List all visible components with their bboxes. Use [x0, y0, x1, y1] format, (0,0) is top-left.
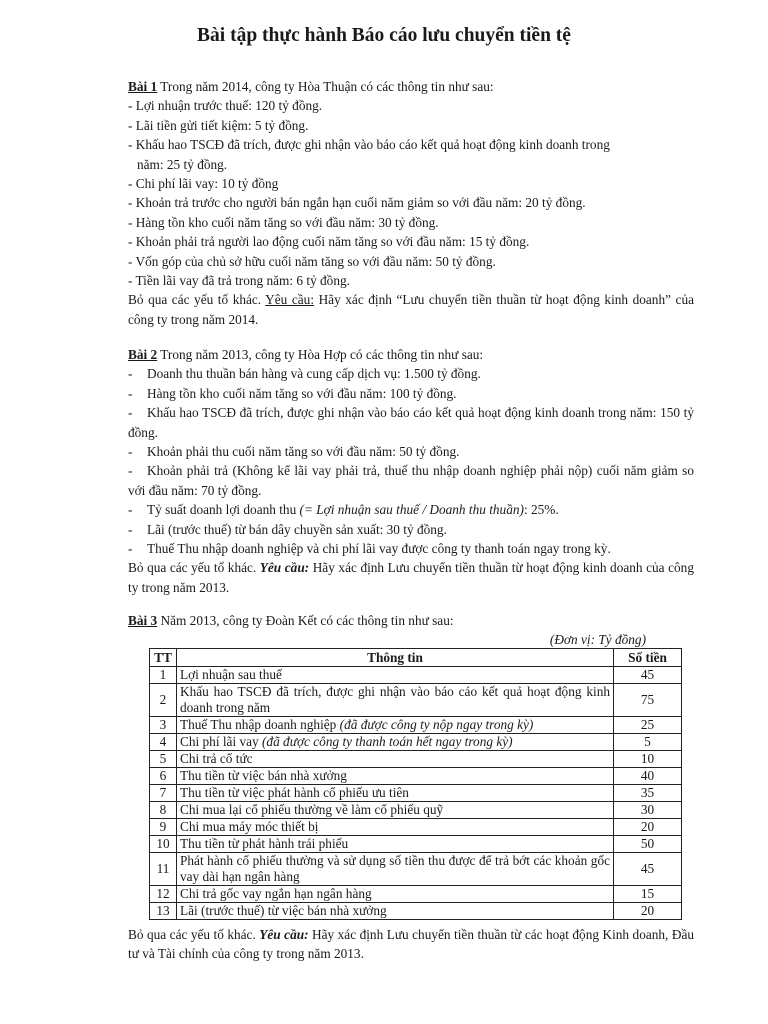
exercise-2-requirement: Bỏ qua các yếu tố khác. Yêu cầu: Hãy xác định Lưu chuyển tiền thuần từ hoạt động kinh doanh của công ty trong năm 2013. [128, 560, 694, 595]
table-row [150, 751, 682, 768]
exercise-2-ratio: - Tỷ suất doanh lợi doanh thu (= Lợi nhuận sau thuế / Doanh thu thuần): 25%. [128, 502, 559, 518]
row-amount: 45 [614, 853, 682, 886]
row-info: Chi mua máy móc thiết bị [177, 819, 614, 836]
row-number: 5 [150, 751, 177, 768]
requirement-label: Yêu cầu: [259, 560, 310, 576]
page-title: Bài tập thực hành Báo cáo lưu chuyển tiền tệ [197, 25, 571, 46]
row-info: Chi trả gốc vay ngắn hạn ngân hàng [177, 886, 614, 903]
row-amount: 5 [614, 734, 682, 751]
exercise-3 [128, 611, 694, 650]
table-row [150, 886, 682, 903]
table-row [150, 903, 682, 920]
row-number: 4 [150, 734, 177, 751]
exercise-2-item: - Doanh thu thuần bán hàng và cung cấp dịch vụ: 1.500 tỷ đồng. [128, 366, 481, 382]
exercise-1 [128, 77, 694, 329]
exercise-1-item: - Khấu hao TSCĐ đã trích, được ghi nhận vào báo cáo kết quả hoạt động kinh doanh trong [128, 137, 610, 153]
exercise-1-item: - Lợi nhuận trước thuế: 120 tỷ đồng. [128, 98, 323, 114]
row-info: Lãi (trước thuế) từ việc bán nhà xưởng [177, 903, 614, 920]
row-amount: 20 [614, 903, 682, 920]
exercise-3-footer [128, 925, 694, 964]
column-header-amount: Số tiền [614, 649, 682, 667]
exercise-2 [128, 345, 694, 597]
row-number: 12 [150, 886, 177, 903]
exercise-2-item: - Khoản phải trả (Không kể lãi vay phải trả, thuế thu nhập doanh nghiệp phải nộp) cuối năm giảm so với đầu năm: 70 tỷ đồng. [128, 463, 694, 498]
exercise-1-item: - Lãi tiền gửi tiết kiệm: 5 tỷ đồng. [128, 117, 309, 133]
row-info: Thu tiền từ phát hành trái phiếu [177, 836, 614, 853]
table-row [150, 717, 682, 734]
row-amount: 75 [614, 684, 682, 717]
row-amount: 30 [614, 802, 682, 819]
exercise-2-item: - Khoản phải thu cuối năm tăng so với đầu năm: 50 tỷ đồng. [128, 444, 460, 460]
exercise-1-item: - Khoản trả trước cho người bán ngắn hạn cuối năm giảm so với đầu năm: 20 tỷ đồng. [128, 195, 586, 211]
row-info: Chi trả cổ tức [177, 751, 614, 768]
row-number: 11 [150, 853, 177, 886]
row-number: 3 [150, 717, 177, 734]
exercise-2-item: - Thuế Thu nhập doanh nghiệp và chi phí lãi vay được công ty thanh toán ngay trong kỳ. [128, 541, 611, 557]
table-row [150, 802, 682, 819]
row-amount: 20 [614, 819, 682, 836]
row-info: Chi mua lại cổ phiếu thường về làm cổ phiếu quỹ [177, 802, 614, 819]
row-number: 7 [150, 785, 177, 802]
row-amount: 35 [614, 785, 682, 802]
row-info: Phát hành cổ phiếu thường và sử dụng số tiền thu được để trả bớt các khoản gốc vay dài hạn ngân hàng [177, 853, 614, 886]
exercise-1-item: năm: 25 tỷ đồng. [137, 156, 228, 172]
row-amount: 10 [614, 751, 682, 768]
table-row [150, 667, 682, 684]
row-amount: 25 [614, 717, 682, 734]
row-number: 1 [150, 667, 177, 684]
row-number: 9 [150, 819, 177, 836]
exercise-2-item: - Hàng tồn kho cuối năm tăng so với đầu năm: 100 tỷ đồng. [128, 385, 457, 401]
row-note: (đã được công ty thanh toán hết ngay trong kỳ) [262, 734, 513, 749]
row-amount: 45 [614, 667, 682, 684]
column-header-info: Thông tin [177, 649, 614, 667]
table-row [150, 684, 682, 717]
exercise-2-label: Bài 2 [128, 347, 158, 362]
exercise-1-requirement: Bỏ qua các yếu tố khác. Yêu cầu: Hãy xác định “Lưu chuyển tiền thuần từ hoạt động kinh doanh” của công ty trong năm 2014. [128, 292, 695, 327]
row-amount: 50 [614, 836, 682, 853]
row-number: 13 [150, 903, 177, 920]
exercise-3-requirement: Bỏ qua các yếu tố khác. Yêu cầu: Hãy xác định Lưu chuyển tiền thuần từ các hoạt động Kinh doanh, Đầu tư và Tài chính của công ty trong năm 2013. [128, 927, 694, 962]
exercise-1-item: - Khoản phải trả người lao động cuối năm tăng so với đầu năm: 15 tỷ đồng. [128, 234, 530, 250]
requirement-label: Yêu cầu: [259, 927, 309, 942]
exercise-1-item: - Hàng tồn kho cuối năm tăng so với đầu năm: 30 tỷ đồng. [128, 214, 439, 230]
row-amount: 15 [614, 886, 682, 903]
row-info: Thu tiền từ việc bán nhà xưởng [177, 768, 614, 785]
table-row [150, 819, 682, 836]
data-table [149, 648, 682, 920]
row-number: 10 [150, 836, 177, 853]
row-info: Thuế Thu nhập doanh nghiệp (đã được công ty nộp ngay trong kỳ) [177, 717, 614, 734]
row-amount: 40 [614, 768, 682, 785]
exercise-1-item: - Tiền lãi vay đã trả trong năm: 6 tỷ đồng. [128, 273, 350, 289]
exercise-1-label: Bài 1 [128, 79, 158, 94]
row-info: Khấu hao TSCĐ đã trích, được ghi nhận vào báo cáo kết quả hoạt động kinh doanh trong năm [177, 684, 614, 717]
column-header-tt: TT [150, 649, 177, 667]
exercise-2-item: - Khấu hao TSCĐ đã trích, được ghi nhận vào báo cáo kết quả hoạt động kinh doanh trong năm: 150 tỷ đồng. [128, 405, 694, 440]
row-info: Thu tiền từ việc phát hành cổ phiếu ưu tiên [177, 785, 614, 802]
exercise-3-intro: Bài 3 Năm 2013, công ty Đoàn Kết có các thông tin như sau: [128, 613, 454, 628]
exercise-1-item: - Chi phí lãi vay: 10 tỷ đồng [128, 176, 279, 192]
exercise-1-item: - Vốn góp của chủ sở hữu cuối năm tăng so với đầu năm: 50 tỷ đồng. [128, 253, 496, 269]
exercise-3-label: Bài 3 [128, 613, 158, 628]
table-row [150, 734, 682, 751]
row-info: Chi phí lãi vay (đã được công ty thanh toán hết ngay trong kỳ) [177, 734, 614, 751]
row-note: (đã được công ty nộp ngay trong kỳ) [339, 717, 534, 732]
row-number: 2 [150, 684, 177, 717]
table-row [150, 785, 682, 802]
table-body [150, 667, 682, 920]
table-row [150, 853, 682, 886]
row-info: Lợi nhuận sau thuế [177, 667, 614, 684]
table-header-row [150, 649, 682, 667]
table-row [150, 836, 682, 853]
table-row [150, 768, 682, 785]
exercise-2-intro: Bài 2 Trong năm 2013, công ty Hòa Hợp có các thông tin như sau: [128, 347, 484, 362]
exercise-1-intro: Bài 1 Trong năm 2014, công ty Hòa Thuận có các thông tin như sau: [128, 79, 494, 94]
row-number: 8 [150, 802, 177, 819]
row-number: 6 [150, 768, 177, 785]
unit-note: (Đơn vị: Tỷ đồng) [549, 632, 646, 648]
exercise-2-item: - Lãi (trước thuế) từ bán dây chuyền sản xuất: 30 tỷ đồng. [128, 521, 447, 537]
requirement-label: Yêu cầu: [265, 292, 315, 308]
